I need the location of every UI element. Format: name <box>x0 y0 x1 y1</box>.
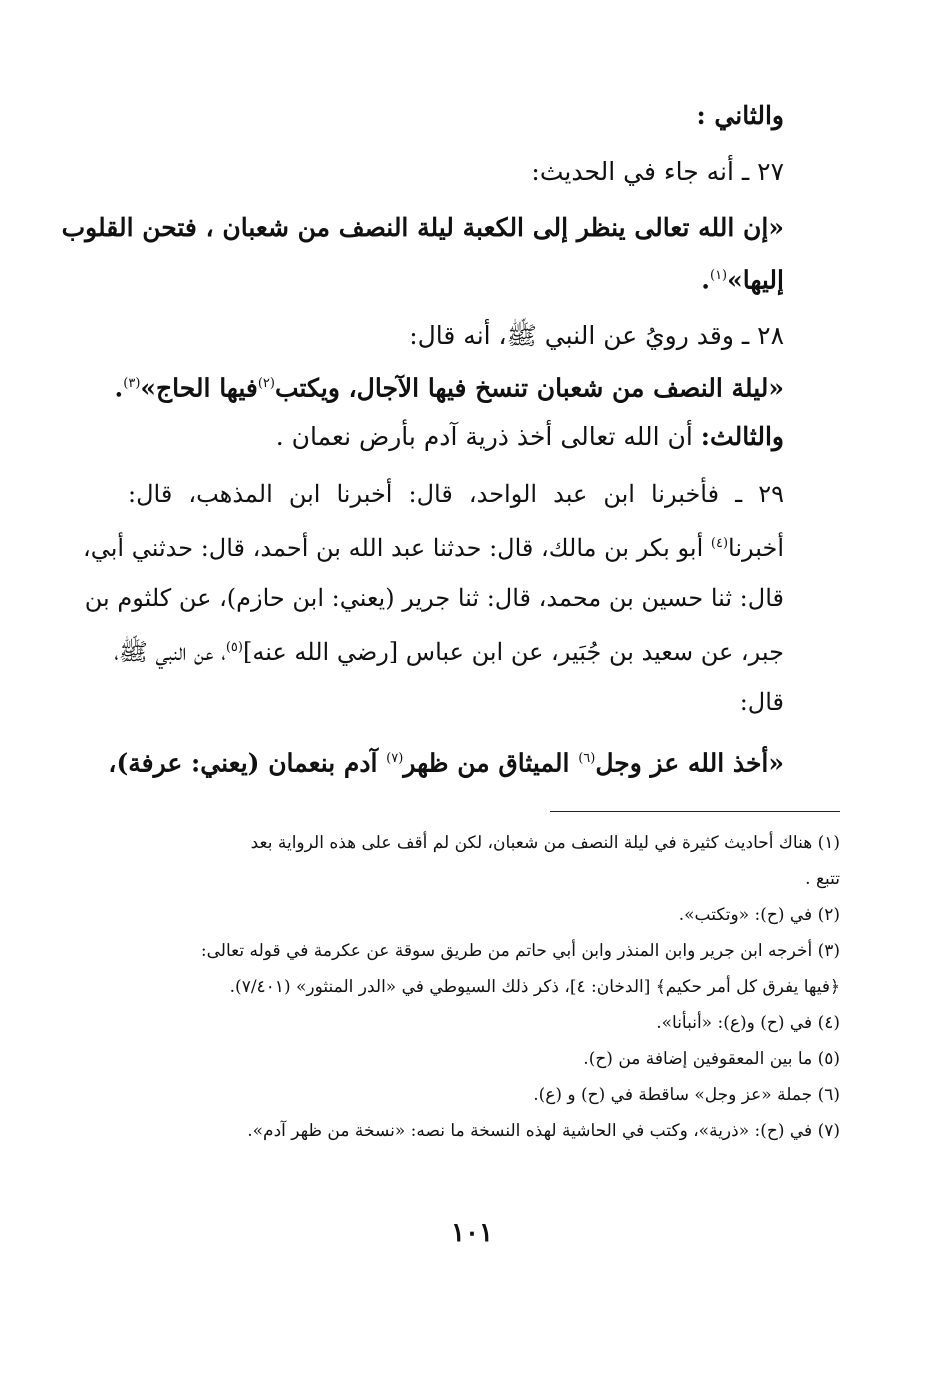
footnote-2: (٢) في (ح): «وتكتب». <box>678 905 840 925</box>
footnote-ref-7[interactable]: (٧) <box>386 750 404 766</box>
footnote-3: (٣) أخرجه ابن جرير وابن المنذر وابن أبي حاتم من طريق سوقة عن عكرمة في قوله تعالى: <box>200 941 840 961</box>
footnote-ref-3[interactable]: (٣) <box>123 376 141 392</box>
section-heading-third: والثالث: أن الله تعالى أخذ ذرية آدم بأرض نعمان . <box>275 421 784 451</box>
hadith-27-intro: ٢٧ ـ أنه جاء في الحديث: <box>531 157 784 186</box>
hadith-29-line-1: ٢٩ ـ فأخبرنا ابن عبد الواحد، قال: أخبرنا ابن المذهب، قال: <box>128 479 784 508</box>
main-text <box>61 92 784 787</box>
hadith-29-line-4: جبر، عن سعيد بن جُبَير، عن ابن عباس [رضي الله عنه]$^{(٥)}$، عن النبي ﷺ، <box>114 637 784 666</box>
footnote-1-continuation: تتبع . <box>805 869 840 889</box>
hadith-27-text-line-1: «إن الله تعالى ينظر إلى الكعبة ليلة النصف من شعبان ، فتحن القلوب <box>61 213 784 242</box>
hadith-27-text-line-2: إليها»$^{(١)}$. <box>701 265 784 295</box>
footnote-7: (٧) في (ح): «ذرية»، وكتب في الحاشية لهذه النسخة ما نصه: «نسخة من ظهر آدم». <box>247 1121 840 1141</box>
footnotes <box>128 825 840 1149</box>
footnote-6: (٦) جملة «عز وجل» ساقطة في (ح) و (ع). <box>533 1085 840 1105</box>
footnote-ref-2[interactable]: (٢) <box>257 376 275 392</box>
footnote-3-continuation: ﴿فيها يفرق كل أمر حكيم﴾ [الدخان: ٤]، ذكر ذلك السيوطي في «الدر المنثور» (٧/٤٠١). <box>229 977 840 997</box>
hadith-29-line-2: أخبرنا$^{(٤)}$ أبو بكر بن مالك، قال: حدثنا عبد الله بن أحمد، قال: حدثني أبي، <box>83 533 784 562</box>
hadith-28-intro: ٢٨ ـ وقد رويُ عن النبي ﷺ، أنه قال: <box>409 321 784 351</box>
hadith-29-line-5: قال: <box>739 687 784 716</box>
footnote-1: (١) هناك أحاديث كثيرة في ليلة النصف من شعبان، لكن لم أقف على هذه الرواية بعد <box>250 833 840 853</box>
footnote-5: (٥) ما بين المعقوفين إضافة من (ح). <box>583 1049 840 1069</box>
page-number: ١٠١ <box>451 1218 493 1248</box>
hadith-29-line-3: قال: ثنا حسين بن محمد، قال: ثنا جرير (يعني: ابن حازم)، عن كلثوم بن <box>84 583 784 612</box>
footnote-ref-5[interactable]: (٥) <box>225 639 243 655</box>
hadith-29-text: «أخذ الله عز وجل$^{(٦)}$ الميثاق من ظهر$^{(٧)}$ آدم بنعمان (يعني: عرفة)، <box>108 747 784 777</box>
footnote-ref-1[interactable]: (١) <box>709 268 728 283</box>
footnote-ref-6[interactable]: (٦) <box>578 750 596 766</box>
footnote-divider <box>550 811 840 812</box>
footnote-ref-4[interactable]: (٤) <box>710 535 729 551</box>
hadith-28-text: «ليلة النصف من شعبان تنسخ فيها الآجال، ويكتب$^{(٢)}$فيها الحاج»$^{(٣)}$. <box>114 373 784 403</box>
footnote-4: (٤) في (ح) و(ع): «أنبأنا». <box>656 1013 840 1033</box>
section-heading-second: والثاني : <box>696 101 784 130</box>
